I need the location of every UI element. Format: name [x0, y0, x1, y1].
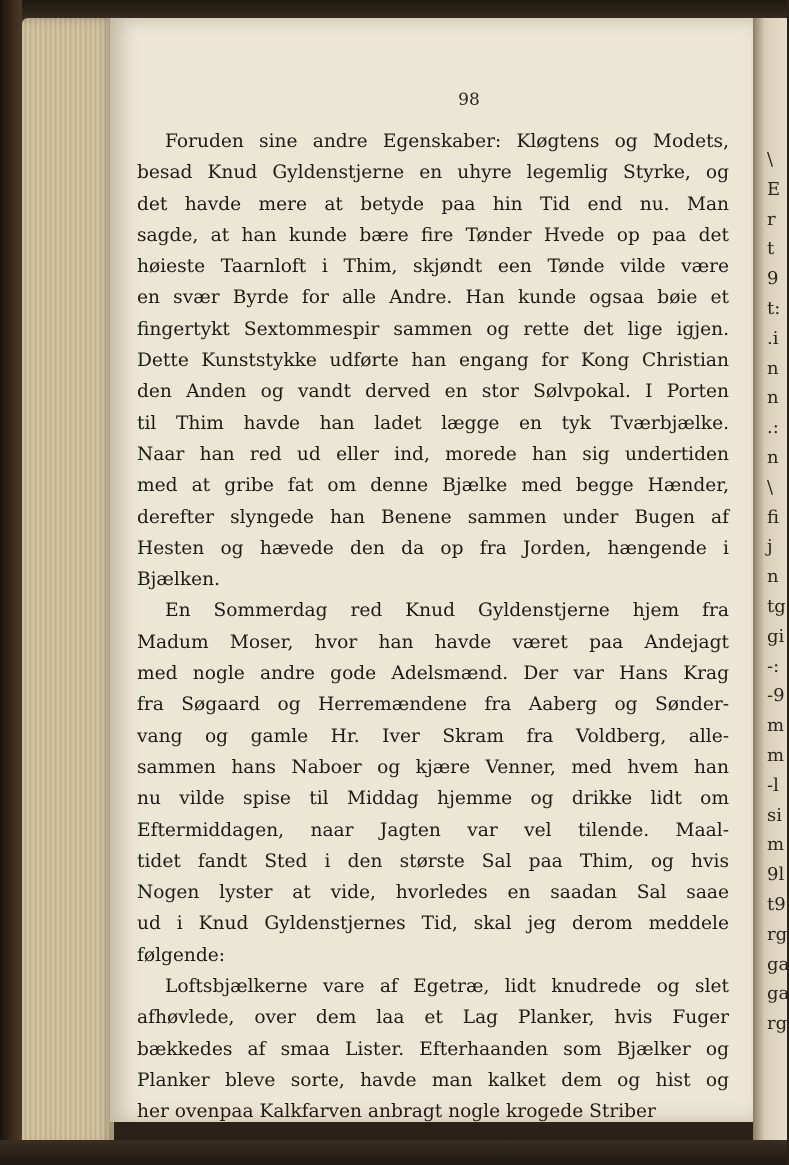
text-line: afhøvlede, over dem laa et Lag Planker, hvis Fuger: [137, 1007, 729, 1029]
text-line: fingertykt Sextommespir sammen og rette det lige igjen.: [137, 318, 729, 340]
body-text: [137, 126, 729, 1128]
text-line: med at gribe fat om denne Bjælke med begge Hænder,: [137, 475, 729, 497]
text-line: med nogle andre gode Adelsmænd. Der var Hans Krag: [137, 663, 729, 685]
facing-page-fragment: E: [767, 178, 781, 200]
facing-page-fragment: rg: [767, 1013, 788, 1035]
text-line: følgende:: [137, 944, 226, 966]
text-line: en svær Byrde for alle Andre. Han kunde ogsaa bøie et: [137, 287, 729, 309]
facing-page-fragment: t: [767, 238, 775, 260]
text-line: høieste Taarnloft i Thim, skjøndt een Tønde vilde være: [137, 256, 729, 278]
text-line: til Thim havde han ladet lægge en tyk Tværbjælke.: [137, 412, 729, 434]
text-line: den Anden og vandt derved en stor Sølvpokal. I Porten: [137, 381, 729, 403]
text-line: Hesten og hævede den da op fra Jorden, hængende i: [137, 537, 729, 559]
facing-page-fragment: \: [767, 149, 774, 170]
facing-page-fragment: tg: [767, 596, 786, 617]
facing-page-fragment: -l: [767, 774, 779, 796]
facing-page-fragment: ga: [767, 953, 789, 975]
text-line: Loftsbjælkerne vare af Egetræ, lidt knudrede og slet: [165, 976, 729, 998]
facing-page-fragment: gi: [767, 625, 785, 647]
text-line: Bjælken.: [137, 569, 221, 591]
text-line: fra Søgaard og Herremændene fra Aaberg og Sønder-: [137, 694, 729, 716]
text-line: Naar han red ud eller ind, morede han sig undertiden: [137, 443, 729, 465]
text-line: tidet fandt Sted i den største Sal paa Thim, og hvis: [137, 850, 729, 872]
facing-page-fragment: n: [767, 387, 779, 409]
text-line: her ovenpaa Kalkfarven anbragt nogle krogede Striber: [137, 1101, 656, 1123]
facing-page-fragment: r: [767, 208, 776, 230]
facing-page-fragment: n: [767, 447, 779, 468]
facing-page-fragment: m: [767, 715, 785, 737]
facing-page-fragment: -9: [767, 685, 785, 707]
text-line: vang og gamle Hr. Iver Skram fra Voldberg, alle-: [137, 725, 729, 747]
facing-page-fragment: t9: [767, 894, 786, 915]
facing-page-fragment: m: [767, 745, 785, 766]
page-number: 98: [458, 90, 480, 110]
page-edge-stack: [22, 18, 114, 1146]
text-line: Eftermiddagen, naar Jagten var vel tilende. Maal-: [137, 819, 729, 841]
book-cover-left: [0, 0, 22, 1165]
text-line: besad Knud Gyldenstjerne en uhyre legemlig Styrke, og: [137, 162, 729, 184]
facing-page-fragment: 9: [767, 268, 779, 290]
text-line: bækkedes af smaa Lister. Efterhaanden som Bjælker og: [137, 1038, 729, 1060]
text-line: Nogen lyster at vide, hvorledes en saadan Sal saae: [137, 882, 729, 904]
text-line: Foruden sine andre Egenskaber: Kløgtens og Modets,: [165, 131, 729, 152]
facing-page-fragment: \: [767, 476, 774, 498]
facing-page-fragment: 9l: [767, 864, 785, 886]
facing-page-fragment: j: [767, 536, 773, 558]
facing-page-fragment: m: [767, 834, 785, 856]
text-line: ud i Knud Gyldenstjernes Tid, skal jeg derom meddele: [137, 913, 729, 935]
text-line: Planker bleve sorte, havde man kalket dem og hist og: [137, 1069, 729, 1091]
text-line: sagde, at han kunde bære fire Tønder Hvede op paa det: [137, 224, 729, 246]
text-line: derefter slyngede han Benene sammen under Bugen af: [137, 506, 729, 528]
text-line: En Sommerdag red Knud Gyldenstjerne hjem fra: [165, 600, 729, 622]
text-line: Dette Kunststykke udførte han engang for Kong Christian: [137, 350, 729, 372]
facing-page-fragment: n: [767, 566, 779, 588]
facing-page-fragment: si: [767, 804, 782, 826]
facing-page-fragment: fi: [767, 506, 780, 528]
facing-page-fragment: -:: [767, 655, 780, 677]
facing-page-fragment: rg: [767, 923, 788, 945]
facing-page-fragment: t:: [767, 298, 781, 319]
facing-page-edge: [753, 18, 787, 1146]
facing-page-fragment: .i: [767, 327, 779, 349]
book-bottom-edge: [0, 1140, 787, 1165]
facing-page-fragment: ga: [767, 983, 789, 1005]
text-line: Madum Moser, hvor han havde været paa Andejagt: [137, 631, 729, 653]
text-line: nu vilde spise til Middag hjemme og drikke lidt om: [137, 788, 729, 810]
facing-page-fragment: n: [767, 357, 779, 379]
text-line: sammen hans Naboer og kjære Venner, med hvem han: [137, 756, 729, 778]
facing-page-fragment: .:: [767, 417, 779, 439]
text-line: det havde mere at betyde paa hin Tid end nu. Man: [137, 193, 729, 215]
